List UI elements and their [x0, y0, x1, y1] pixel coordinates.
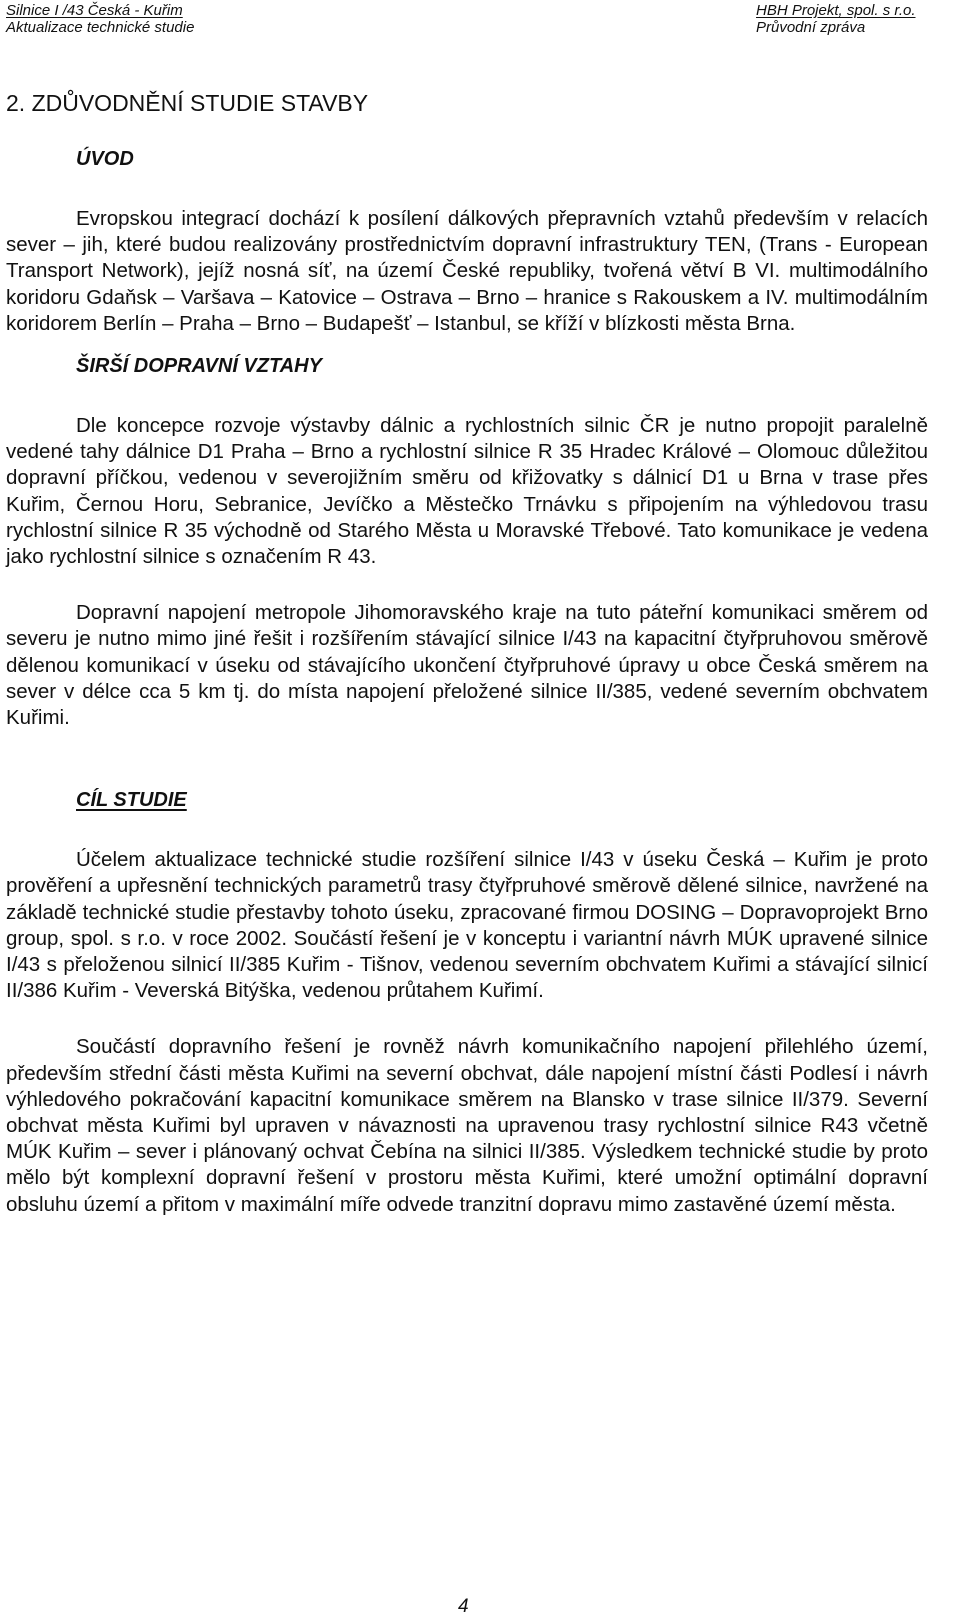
header-company-name: HBH Projekt, spol. s r.o. [756, 2, 916, 19]
section-heading-sirsi-vztahy: ŠIRŠÍ DOPRAVNÍ VZTAHY [76, 355, 322, 378]
section-heading-uvod: ÚVOD [76, 148, 134, 170]
header-report-type: Průvodní zpráva [756, 19, 866, 36]
chapter-title: 2. ZDŮVODNĚNÍ STUDIE STAVBY [6, 90, 369, 116]
paragraph-sirsi-2: Dopravní napojení metropole Jihomoravského kraje na tuto páteřní komunikaci směrem od severu je nutno mimo jiné řešit i rozšířením stávající silnice I/43 na kapacitní čtyřpruhovou směrově dělenou komunikací v úseku od stávajícího ukončení čtyřpruhové úpravy u obce Česká směrem na sever v délce cca 5 km tj. do místa napojení přeložené silnice II/385, vedené severním obchvatem Kuřimi. [6, 601, 928, 730]
page-number: 4 [458, 1596, 469, 1617]
header-project-title: Silnice I /43 Česká - Kuřim [6, 2, 183, 19]
paragraph-cil-1: Účelem aktualizace technické studie rozšíření silnice I/43 v úseku Česká – Kuřim je proto prověření a upřesnění technických parametrů trasy čtyřpruhové směrově dělené silnice, navržené na základě technické studie přestavby tohoto úseku, zpracované firmou DOSING – Dopravoprojekt Brno group, spol. s r.o. v roce 2002. Součástí řešení je v konceptu i variantní návrh MÚK upravené silnice I/43 s přeloženou silnicí II/385 Kuřim - Tišnov, vedenou severním obchvatem Kuřimi a stávající silnicí II/386 Kuřim - Veverská Bitýška, vedenou průtahem Kuřimí. [6, 848, 928, 1003]
paragraph-cil-2: Součástí dopravního řešení je rovněž návrh komunikačního napojení přilehlého území, především střední části města Kuřimi na severní obchvat, dále napojení místní části Podlesí i návrh výhledového pokračování kapacitní komunikace směrem na Blansko v trase silnice II/379. Severní obchvat města Kuřimi byl upraven v návaznosti na upravenou trasy rychlostní silnice R43 včetně MÚK Kuřim – sever i plánovaný ochvat Čebína na silnici II/385. Výsledkem technické studie by proto mělo být komplexní dopravní řešení v prostoru města Kuřimi, které umožní optimální dopravní obsluhu území a přitom v maximální míře odvede tranzitní dopravu mimo zastavěné území města. [6, 1035, 928, 1216]
running-header-right [756, 2, 916, 36]
paragraph-sirsi-1: Dle koncepce rozvoje výstavby dálnic a rychlostních silnic ČR je nutno propojit paralelně vedené tahy dálnice D1 Praha – Brno a rychlostní silnice R 35 Hradec Králové – Olomouc důležitou dopravní příčkou, vedenou v severojižním směru od křižovatky s dálnicí D1 u Brna v trase přes Kuřim, Černou Horu, Sebranice, Jevíčko a Městečko Trnávku s připojením na výhledovou trasu rychlostní silnice R 35 východně od Starého Města u Moravské Třebové. Tato komunikace je vedena jako rychlostní silnice s označením R 43. [6, 414, 928, 569]
document-body [6, 88, 928, 1218]
running-header-left [6, 2, 194, 36]
paragraph-uvod-1: Evropskou integrací dochází k posílení dálkových přepravních vztahů především v relacích sever – jih, které budou realizovány prostřednictvím dopravní infrastruktury TEN, (Trans - European Transport Network), jejíž nosná síť, na území České republiky, tvořená větví B VI. multimodálního koridoru Gdaňsk – Varšava – Katovice – Ostrava – Brno – hranice s Rakouskem a IV. multimodálním koridorem Berlín – Praha – Brno – Budapešť – Istanbul, se kříží v blízkosti města Brna. [6, 207, 928, 335]
section-heading-cil-studie: CÍL STUDIE [76, 789, 187, 812]
header-document-subtitle: Aktualizace technické studie [6, 19, 195, 36]
